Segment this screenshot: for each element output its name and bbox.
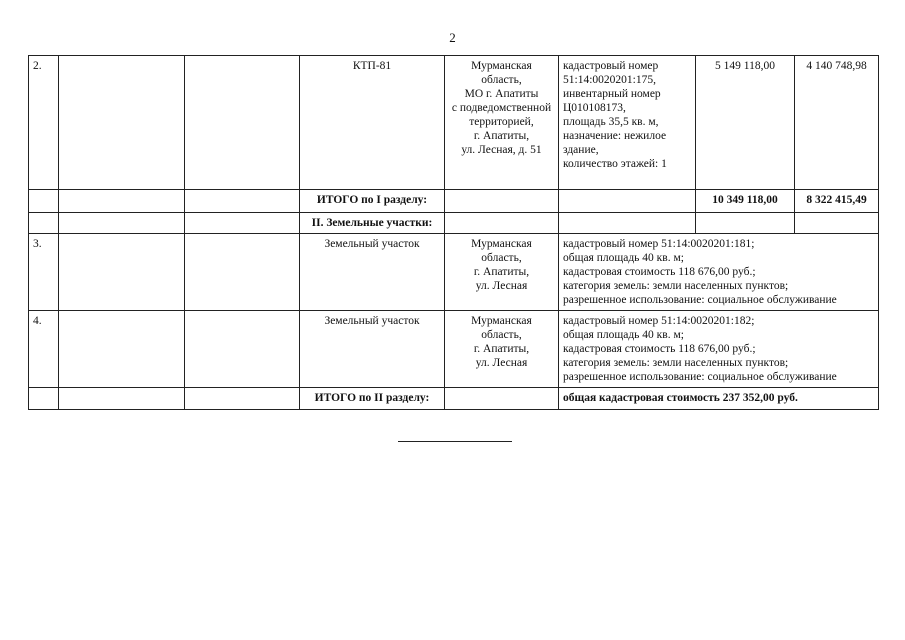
characteristic-line: кадастровый номер 51:14:0020201:182; bbox=[563, 315, 755, 327]
empty-cell bbox=[185, 213, 300, 234]
address-line: г. Апатиты, bbox=[473, 130, 530, 142]
object-characteristics bbox=[559, 56, 696, 190]
total-label: ИТОГО по I разделу: bbox=[300, 190, 445, 213]
address-line: территорией, bbox=[469, 116, 534, 128]
table-row-4 bbox=[29, 311, 879, 388]
characteristic-line: кадастровая стоимость 118 676,00 руб.; bbox=[563, 343, 756, 355]
object-characteristics bbox=[559, 311, 879, 388]
property-register-table bbox=[28, 55, 879, 410]
empty-cell bbox=[59, 56, 185, 190]
total-book-value: 10 349 118,00 bbox=[696, 190, 795, 213]
address-line: ул. Лесная bbox=[475, 357, 528, 369]
residual-value: 4 140 748,98 bbox=[795, 56, 879, 190]
table-row-3 bbox=[29, 234, 879, 311]
empty-cell bbox=[59, 234, 185, 311]
object-characteristics bbox=[559, 234, 879, 311]
characteristic-line: Ц010108173, bbox=[563, 102, 626, 114]
address-line: Мурманская bbox=[471, 315, 532, 327]
characteristic-line: кадастровый номер 51:14:0020201:181; bbox=[563, 238, 755, 250]
empty-cell bbox=[559, 190, 696, 213]
characteristic-line: разрешенное использование: социальное обслуживание bbox=[563, 294, 837, 306]
empty-cell bbox=[795, 213, 879, 234]
characteristic-line: площадь 35,5 кв. м, bbox=[563, 116, 659, 128]
empty-cell bbox=[185, 190, 300, 213]
address-line: г. Апатиты, bbox=[473, 343, 530, 355]
book-value: 5 149 118,00 bbox=[696, 56, 795, 190]
empty-cell bbox=[185, 234, 300, 311]
empty-cell bbox=[185, 56, 300, 190]
empty-cell bbox=[445, 388, 559, 410]
empty-cell bbox=[559, 213, 696, 234]
object-name: КТП-81 bbox=[300, 56, 445, 190]
page-number: 2 bbox=[449, 30, 456, 45]
object-name: Земельный участок bbox=[300, 311, 445, 388]
empty-cell bbox=[29, 190, 59, 213]
address-line: область, bbox=[481, 74, 522, 86]
address-line: МО г. Апатиты bbox=[464, 88, 539, 100]
address-line: г. Апатиты, bbox=[473, 266, 530, 278]
total-cadastral-value: общая кадастровая стоимость 237 352,00 руб. bbox=[559, 388, 879, 410]
address-line: область, bbox=[481, 252, 522, 264]
empty-cell bbox=[59, 388, 185, 410]
object-address bbox=[445, 56, 559, 190]
characteristic-line: разрешенное использование: социальное обслуживание bbox=[563, 371, 837, 383]
characteristic-line: общая площадь 40 кв. м; bbox=[563, 329, 684, 341]
empty-cell bbox=[29, 388, 59, 410]
object-address bbox=[445, 311, 559, 388]
characteristic-line: общая площадь 40 кв. м; bbox=[563, 252, 684, 264]
address-line: область, bbox=[481, 329, 522, 341]
empty-cell bbox=[185, 311, 300, 388]
address-line: Мурманская bbox=[471, 60, 532, 72]
characteristic-line: здание, bbox=[563, 144, 599, 156]
row-number: 3. bbox=[29, 234, 59, 311]
characteristic-line: кадастровый номер bbox=[563, 60, 659, 72]
empty-cell bbox=[185, 388, 300, 410]
address-line: ул. Лесная bbox=[475, 280, 528, 292]
empty-cell bbox=[59, 311, 185, 388]
closing-divider-line bbox=[398, 441, 512, 442]
address-line: ул. Лесная, д. 51 bbox=[461, 144, 542, 156]
characteristic-line: назначение: нежилое bbox=[563, 130, 667, 142]
total-row-section-2 bbox=[29, 388, 879, 410]
section-header-row bbox=[29, 213, 879, 234]
empty-cell bbox=[59, 213, 185, 234]
total-row-section-1 bbox=[29, 190, 879, 213]
object-address bbox=[445, 234, 559, 311]
row-number: 4. bbox=[29, 311, 59, 388]
characteristic-line: 51:14:0020201:175, bbox=[563, 74, 656, 86]
total-residual-value: 8 322 415,49 bbox=[795, 190, 879, 213]
characteristic-line: кадастровая стоимость 118 676,00 руб.; bbox=[563, 266, 756, 278]
total-label: ИТОГО по II разделу: bbox=[300, 388, 445, 410]
object-name: Земельный участок bbox=[300, 234, 445, 311]
characteristic-line: категория земель: земли населенных пунктов; bbox=[563, 357, 789, 369]
characteristic-line: количество этажей: 1 bbox=[563, 158, 667, 170]
empty-cell bbox=[445, 213, 559, 234]
empty-cell bbox=[59, 190, 185, 213]
characteristic-line: инвентарный номер bbox=[563, 88, 661, 100]
address-line: с подведомственной bbox=[451, 102, 552, 114]
row-number: 2. bbox=[29, 56, 59, 190]
empty-cell bbox=[696, 213, 795, 234]
section-title: II. Земельные участки: bbox=[300, 213, 445, 234]
empty-cell bbox=[29, 213, 59, 234]
table-row-2 bbox=[29, 56, 879, 190]
empty-cell bbox=[445, 190, 559, 213]
address-line: Мурманская bbox=[471, 238, 532, 250]
characteristic-line: категория земель: земли населенных пунктов; bbox=[563, 280, 789, 292]
